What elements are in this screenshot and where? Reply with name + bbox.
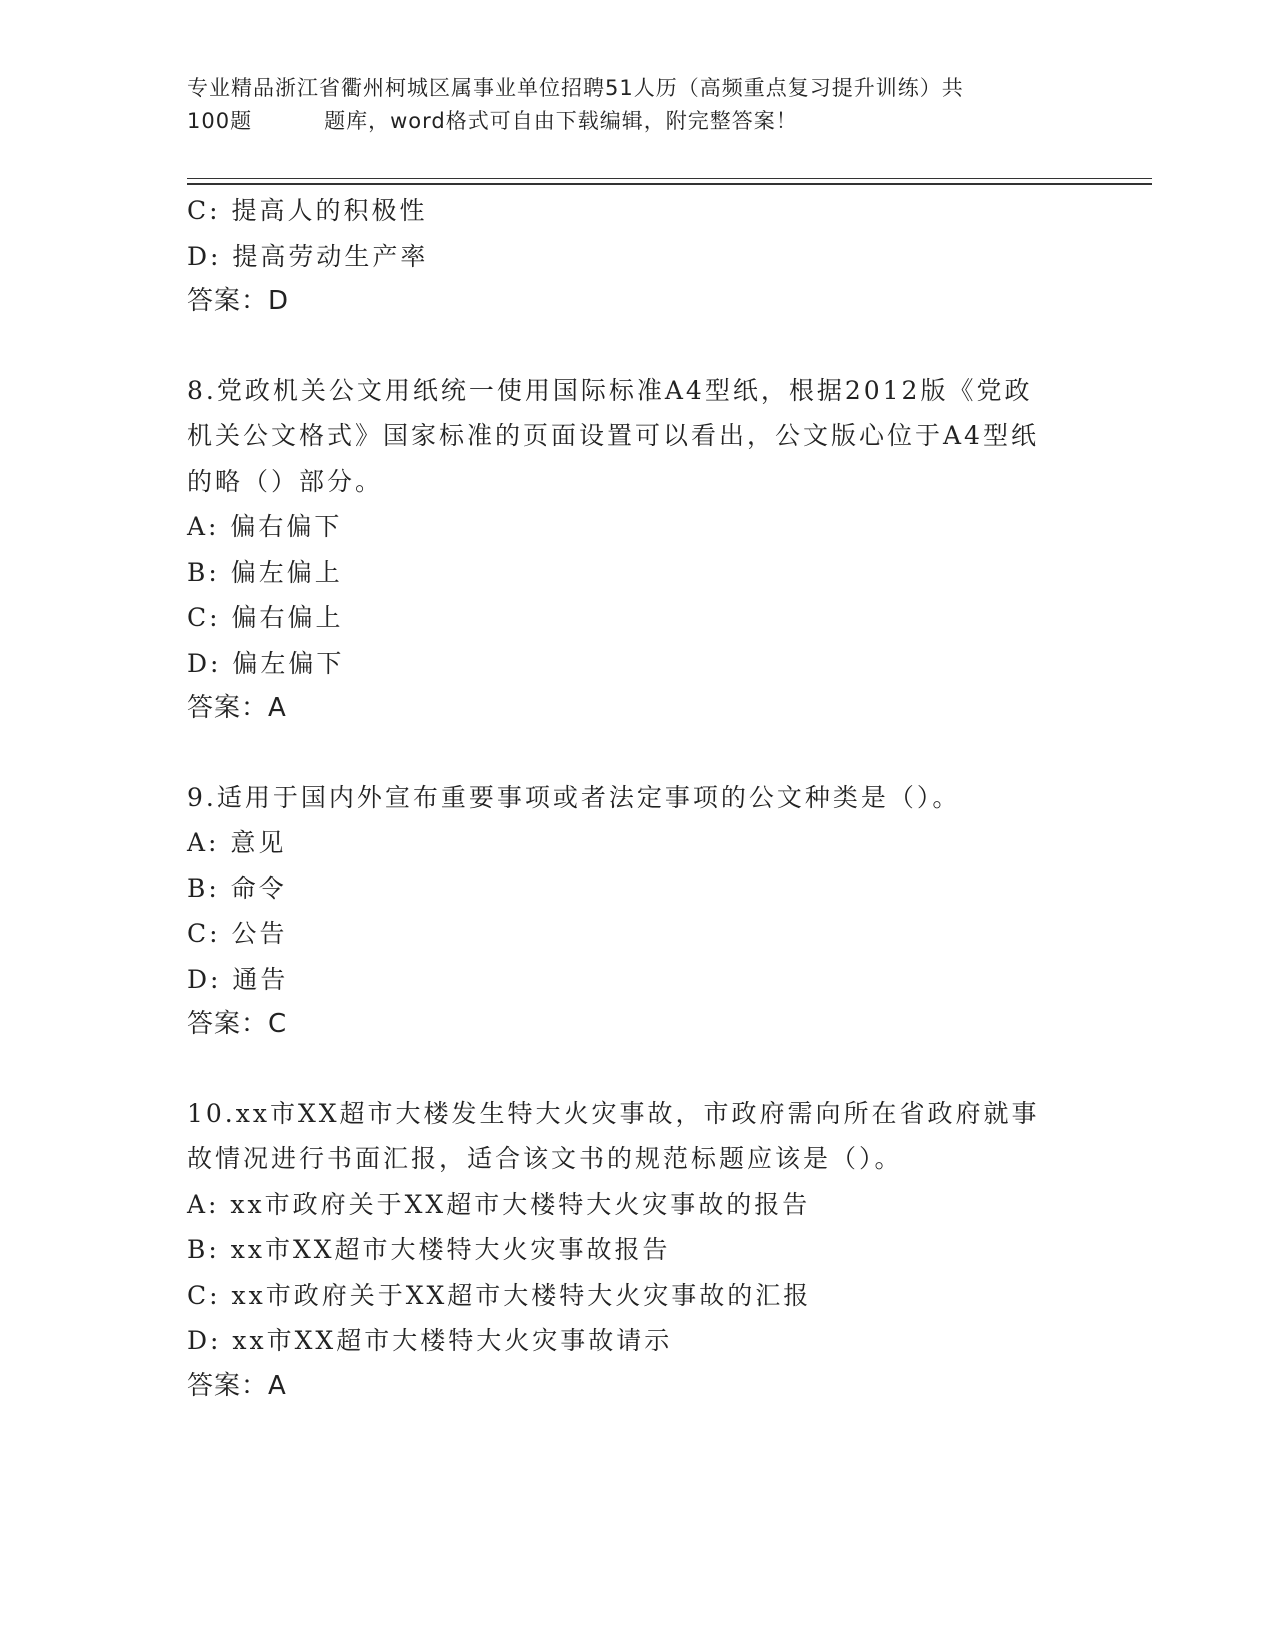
option-d: D: 偏左偏下 xyxy=(187,648,345,678)
option-b: B: 偏左偏上 xyxy=(187,557,343,587)
header-rule-thick xyxy=(187,183,1152,185)
answer-line: 答案：A xyxy=(187,1370,287,1401)
option-d: D: xx市XX超市大楼特大火灾事故请示 xyxy=(187,1326,673,1355)
page-header xyxy=(187,72,1067,138)
option-d: D: 提高劳动生产率 xyxy=(187,241,429,271)
answer-line: 答案：D xyxy=(187,286,290,316)
option-a: A: 偏右偏下 xyxy=(187,512,343,541)
document-body xyxy=(187,188,1087,1409)
question-stem-line: 的略（）部分。 xyxy=(187,466,384,496)
answer-line: 答案：C xyxy=(187,1009,288,1039)
question-stem-line: 机关公文格式》国家标准的页面设置可以看出，公文版心位于A4型纸 xyxy=(187,421,1039,450)
answer-line: 答案：A xyxy=(187,693,287,723)
question-9 xyxy=(187,775,1087,1048)
question-stem-line: 故情况进行书面汇报，适合该文书的规范标题应该是（）。 xyxy=(187,1144,903,1173)
question-stem-line: 8.党政机关公文用纸统一使用国际标准A4型纸，根据2012版《党政 xyxy=(187,375,1033,405)
option-c: C: xx市政府关于XX超市大楼特大火灾事故的汇报 xyxy=(187,1280,812,1310)
option-c: C: 偏右偏上 xyxy=(187,603,344,632)
question-stem-line: 10.xx市XX超市大楼发生特大火灾事故，市政府需向所在省政府就事 xyxy=(187,1098,1040,1128)
option-b: B: 命令 xyxy=(187,873,287,903)
header-title-line-2 xyxy=(187,105,1067,138)
option-c: C: 公告 xyxy=(187,919,288,948)
question-7-continued xyxy=(187,188,1087,325)
question-stem-line: 9.适用于国内外宣布重要事项或者法定事项的公文种类是（）。 xyxy=(187,782,961,812)
option-c: C: 提高人的积极性 xyxy=(187,196,428,225)
header-question-count: 100题 xyxy=(187,109,253,133)
header-title-line-1: 专业精品浙江省衢州柯城区属事业单位招聘51人历（高频重点复习提升训练）共 xyxy=(187,76,964,100)
header-rule-thin xyxy=(187,178,1152,179)
option-a: A: xx市政府关于XX超市大楼特大火灾事故的报告 xyxy=(187,1189,811,1219)
option-d: D: 通告 xyxy=(187,964,289,994)
header-title-suffix: 题库，word格式可自由下载编辑，附完整答案！ xyxy=(324,109,798,133)
question-10 xyxy=(187,1091,1087,1410)
option-a: A: 意见 xyxy=(187,828,287,857)
question-8 xyxy=(187,368,1087,732)
option-b: B: xx市XX超市大楼特大火灾事故报告 xyxy=(187,1235,671,1264)
